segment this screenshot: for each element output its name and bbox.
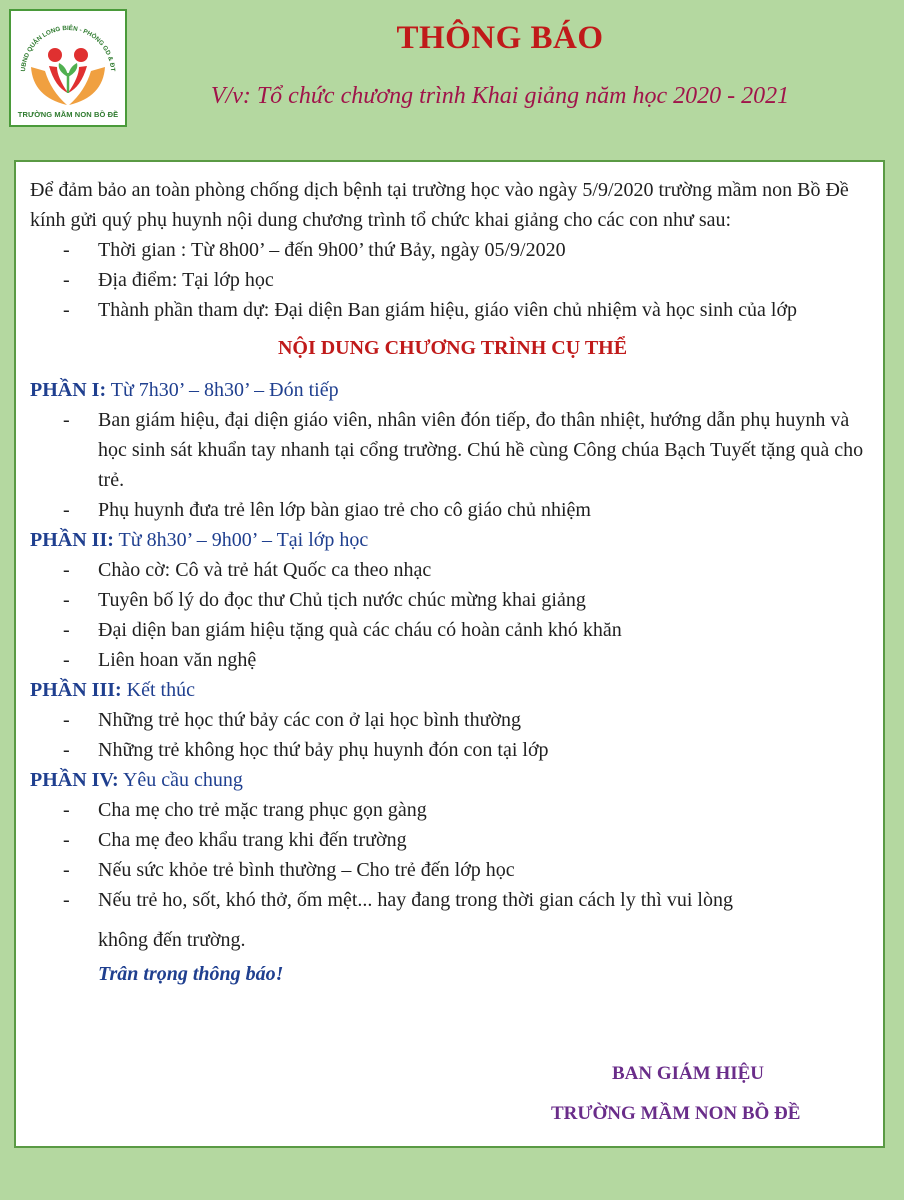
- logo-arc-text: UBND QUẬN LONG BIÊN - PHÒNG GD & ĐT: [19, 24, 117, 72]
- dash-marker: -: [63, 709, 70, 731]
- list-item: - Chào cờ: Cô và trẻ hát Quốc ca theo nhạc: [30, 555, 875, 585]
- program-heading: NỘI DUNG CHƯƠNG TRÌNH CỤ THỂ: [277, 337, 628, 359]
- part-heading: PHẦN III: Kết thúc: [30, 679, 195, 701]
- school-logo: [9, 9, 127, 127]
- dash-marker: -: [63, 559, 70, 581]
- list-item: - Thời gian : Từ 8h00’ – đến 9h00’ thứ Bảy, ngày 05/9/2020: [30, 235, 875, 265]
- dash-marker: -: [63, 739, 70, 761]
- list-item: - Đại diện ban giám hiệu tặng quà các cháu có hoàn cảnh khó khăn: [30, 615, 875, 645]
- dash-marker: -: [63, 299, 70, 321]
- list-item: - Nếu sức khỏe trẻ bình thường – Cho trẻ đến lớp học: [30, 855, 875, 885]
- logo-emblem-icon: [11, 11, 125, 125]
- list-item-continuation: không đến trường.: [98, 929, 246, 951]
- list-item: - Địa điểm: Tại lớp học: [30, 265, 875, 295]
- dash-marker: -: [63, 889, 70, 911]
- list-item: - Tuyên bố lý do đọc thư Chủ tịch nước chúc mừng khai giảng: [30, 585, 875, 615]
- logo-caption: TRƯỜNG MẦM NON BỒ ĐỀ: [17, 110, 119, 119]
- signature-school: TRƯỜNG MẦM NON BỒ ĐỀ: [551, 1103, 801, 1124]
- signature-board: BAN GIÁM HIỆU: [612, 1063, 765, 1084]
- part-heading: PHẦN II: Từ 8h30’ – 9h00’ – Tại lớp học: [30, 529, 369, 551]
- intro-paragraph: Để đảm bảo an toàn phòng chống dịch bệnh tại trường học vào ngày 5/9/2020 trường mầm non Bồ Đề kính gửi quý phụ huynh nội dung chương trình tổ chức khai giảng cho các con như sau:: [30, 179, 849, 231]
- list-item: - Phụ huynh đưa trẻ lên lớp bàn giao trẻ cho cô giáo chủ nhiệm: [30, 495, 875, 525]
- list-item: - Ban giám hiệu, đại diện giáo viên, nhân viên đón tiếp, đo thân nhiệt, hướng dẫn phụ huynh và học sinh sát khuẩn tay nhanh tại cổng trường. Chú hề cùng Công chúa Bạch Tuyết tặng quà cho trẻ.: [30, 405, 875, 495]
- part-heading: PHẦN IV: Yêu cầu chung: [30, 769, 243, 791]
- list-item: - Cha mẹ đeo khẩu trang khi đến trường: [30, 825, 875, 855]
- list-item: - Cha mẹ cho trẻ mặc trang phục gọn gàng: [30, 795, 875, 825]
- list-item: - Những trẻ học thứ bảy các con ở lại học bình thường: [30, 705, 875, 735]
- dash-marker: -: [63, 799, 70, 821]
- dash-marker: -: [63, 269, 70, 291]
- dash-marker: -: [63, 859, 70, 881]
- closing-remark: Trân trọng thông báo!: [98, 963, 284, 985]
- page-subtitle: V/v: Tổ chức chương trình Khai giảng năm học 2020 - 2021: [210, 83, 790, 109]
- list-item: - Liên hoan văn nghệ: [30, 645, 875, 675]
- page-title: THÔNG BÁO: [396, 20, 604, 56]
- list-item: - Thành phần tham dự: Đại diện Ban giám hiệu, giáo viên chủ nhiệm và học sinh của lớp: [30, 295, 875, 325]
- list-item: - Những trẻ không học thứ bảy phụ huynh đón con tại lớp: [30, 735, 875, 765]
- dash-marker: -: [63, 239, 70, 261]
- dash-marker: -: [63, 619, 70, 641]
- list-item: - Nếu trẻ ho, sốt, khó thở, ốm mệt... hay đang trong thời gian cách ly thì vui lòng: [30, 885, 875, 915]
- dash-marker: -: [63, 589, 70, 611]
- dash-marker: -: [63, 409, 70, 431]
- part-heading: PHẦN I: Từ 7h30’ – 8h30’ – Đón tiếp: [30, 379, 339, 401]
- dash-marker: -: [63, 499, 70, 521]
- dash-marker: -: [63, 649, 70, 671]
- notice-body: [30, 175, 875, 989]
- dash-marker: -: [63, 829, 70, 851]
